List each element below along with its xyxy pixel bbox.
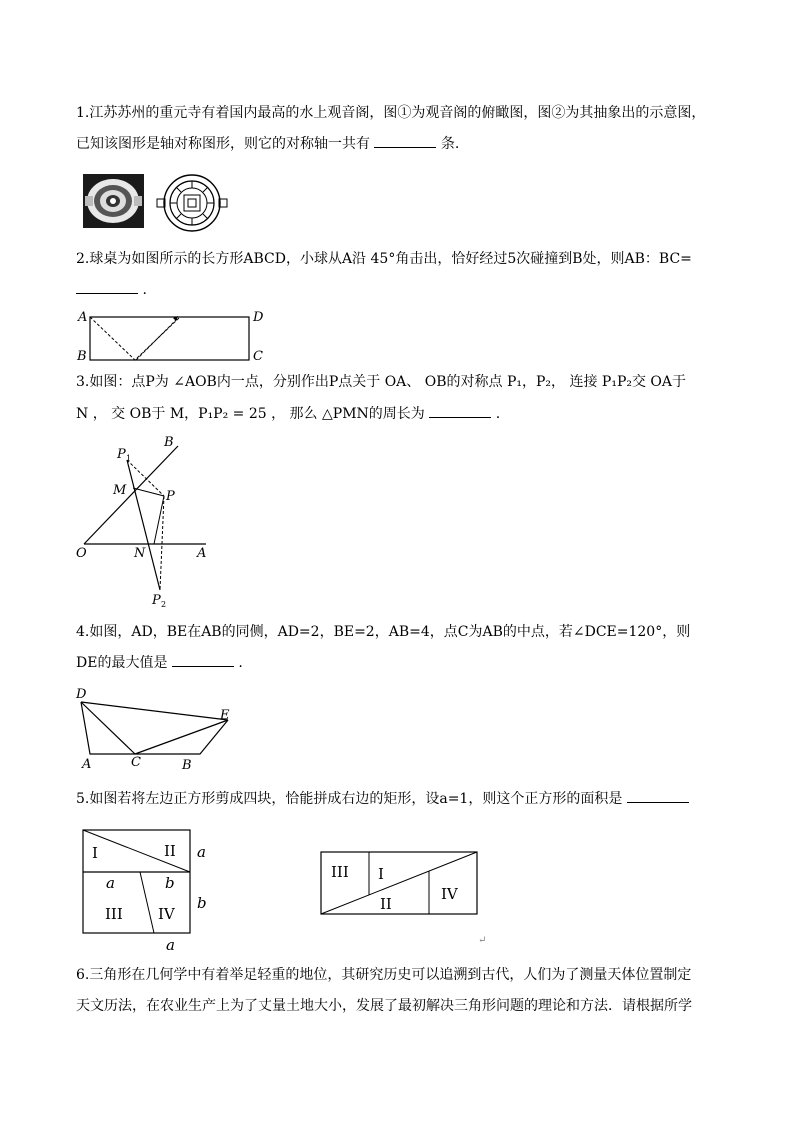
q5-left-a-right: a	[197, 843, 206, 861]
q3-label-N: N	[134, 546, 146, 561]
q4-line1: 4.如图，AD，BE在AB的同侧，AD=2，BE=2，AB=4，点C为AB的中点，若∠DCE=120°，则	[76, 624, 691, 640]
q1-diagram	[156, 172, 228, 238]
q6-line1: 6.三角形在几何学中有着举足轻重的地位，其研究历史可以追溯到古代，人们为了测量天体位置制定	[76, 967, 692, 983]
q3-label-P1-sub: 1	[126, 454, 132, 463]
q2-figure	[70, 305, 280, 369]
q3-figure	[72, 430, 222, 614]
q4-label-B: B	[182, 758, 192, 773]
q3-line2	[76, 403, 500, 424]
q5-answer-blank[interactable]	[627, 788, 689, 803]
q5-left-IV: IV	[158, 905, 175, 923]
q3-line1: 3.如图：点P为 ∠AOB内一点，分别作出P点关于 OA、 OB的对称点 P₁，P₂， 连接 P₁P₂交 OA于	[76, 374, 687, 390]
q2-line2-end: .	[142, 282, 147, 298]
q3-line2-text: N ， 交 OB于 M，P₁P₂ = 25 ， 那么 △PMN的周长为	[76, 406, 425, 422]
q2-label-A: A	[78, 310, 88, 325]
q5-left-b-mid: b	[165, 874, 175, 892]
q2-table-diagram	[70, 305, 280, 365]
q2-answer-blank[interactable]	[76, 279, 138, 294]
q6-line2: 天文历法，在农业生产上为了丈量土地大小，发展了最初解决三角形问题的理论和方法．请根据所学	[76, 998, 692, 1014]
q5-left-III: III	[105, 905, 123, 923]
q2-line1: 2.球桌为如图所示的长方形ABCD，小球从A沿 45°角击出，恰好经过5次碰撞到B处，则AB：BC=	[76, 251, 692, 267]
q5-right-I: I	[378, 865, 384, 883]
q1-answer-blank[interactable]	[374, 133, 436, 148]
q1-line2-text: 已知该图形是轴对称图形，则它的对称轴一共有	[76, 136, 370, 152]
q5-line1-text: 5.如图若将左边正方形剪成四块，恰能拼成右边的矩形，设a=1，则这个正方形的面积是	[76, 791, 623, 807]
q5-square-diagram	[80, 826, 215, 954]
q5-right-II: II	[380, 895, 392, 913]
q3-answer-blank[interactable]	[429, 403, 491, 418]
q1-line2-end: 条.	[440, 136, 460, 152]
q5-right-figure	[318, 848, 480, 924]
q1-diagram-graphic	[156, 172, 228, 234]
q1-photo	[83, 174, 144, 228]
q5-left-b-right: b	[197, 894, 207, 912]
q5-right-IV: IV	[441, 885, 458, 903]
q1-photo-graphic	[83, 174, 144, 228]
q1-line1: 1.江苏苏州的重元寺有着国内最高的水上观音阁，图①为观音阁的俯瞰图，图②为其抽象出的示意图，	[76, 105, 706, 121]
q5-left-a-top: a	[106, 874, 115, 892]
q3-label-P: P	[166, 489, 175, 504]
q2-line2	[76, 279, 147, 300]
q3-label-P2-sub: 2	[161, 600, 167, 609]
q2-label-C: C	[253, 349, 263, 364]
q1-line2	[76, 133, 459, 154]
q4-label-C: C	[131, 755, 141, 770]
q5-left-a-bottom: a	[166, 936, 175, 954]
q3-line2-end: .	[495, 406, 501, 422]
q5-left-II: II	[164, 842, 176, 860]
q3-label-A: A	[197, 546, 207, 561]
q5-line1	[76, 788, 689, 809]
q3-label-P1: P	[117, 447, 126, 462]
q3-label-O: O	[76, 546, 87, 561]
q3-label-M: M	[113, 483, 127, 498]
q4-label-E: E	[220, 708, 230, 723]
q5-right-III: III	[331, 863, 349, 881]
q4-line2-end: .	[238, 655, 243, 671]
q4-answer-blank[interactable]	[172, 652, 234, 667]
q3-label-P2: P	[152, 593, 161, 608]
q2-label-B: B	[77, 349, 87, 364]
q4-dce-diagram	[70, 684, 245, 774]
q5-rectangle-diagram	[318, 848, 480, 920]
q4-figure	[70, 684, 245, 778]
q5-left-I: I	[92, 844, 98, 862]
q4-line2	[76, 652, 243, 673]
q4-label-A: A	[82, 757, 92, 772]
q4-line2-text: DE的最大值是	[76, 655, 168, 671]
q2-label-D: D	[253, 310, 264, 325]
q3-angle-diagram	[72, 430, 222, 610]
q3-label-B: B	[164, 435, 174, 450]
q4-label-D: D	[76, 687, 87, 702]
q5-left-figure	[80, 826, 215, 958]
return-mark: ↵	[478, 935, 487, 946]
